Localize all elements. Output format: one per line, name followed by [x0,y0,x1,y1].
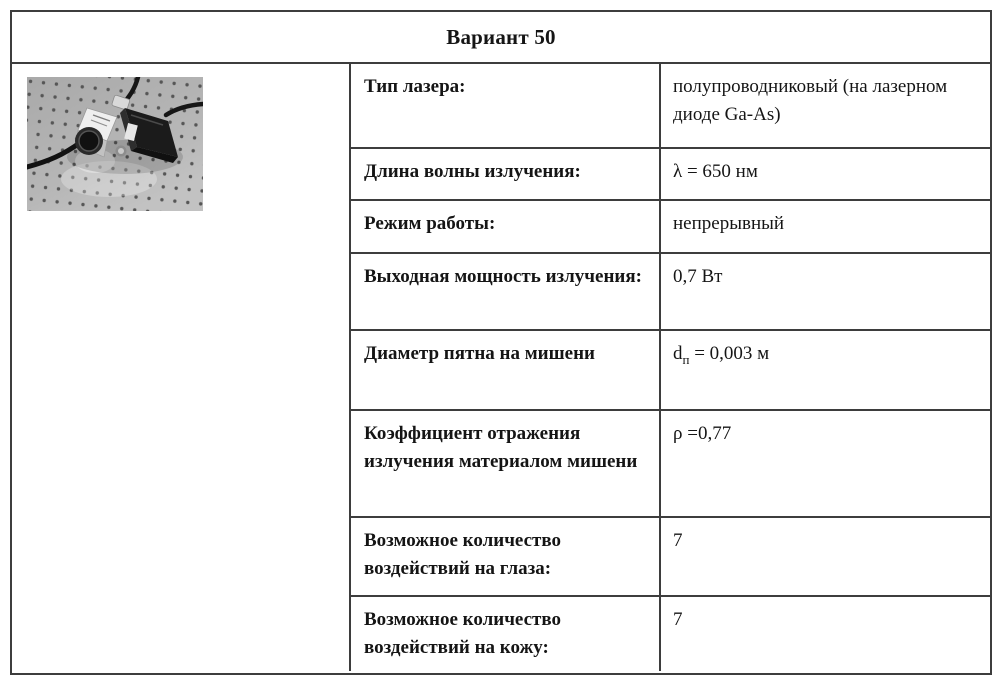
param-label-skin-exposures: Возможное количество воздействий на кожу: [349,595,659,671]
param-value-spot-diameter [659,329,990,409]
param-value-laser-type: полупроводниковый (на лазерном диоде Ga-As) [659,64,990,147]
param-label-laser-type: Тип лазера: [349,64,659,147]
spot-diameter-rest: = 0,003 м [689,343,770,364]
param-label-mode: Режим работы: [349,199,659,252]
param-value-skin-exposures: 7 [659,595,990,671]
param-label-eye-exposures: Возможное количество воздействий на глаза: [349,516,659,595]
photo-cell [12,64,349,671]
spec-table-body [12,64,990,671]
laser-setup-photo [27,77,203,211]
param-label-output-power: Выходная мощность излучения: [349,252,659,329]
param-label-reflection-coefficient: Коэффициент отражения излучения материалом мишени [349,409,659,516]
variant-spec-table [10,10,992,675]
param-value-mode: непрерывный [659,199,990,252]
variant-title: Вариант 50 [12,12,990,64]
param-value-reflection-coefficient: ρ =0,77 [659,409,990,516]
param-value-output-power: 0,7 Вт [659,252,990,329]
spot-diameter-subscript: п [682,351,690,367]
param-value-eye-exposures: 7 [659,516,990,595]
param-label-wavelength: Длина волны излучения: [349,147,659,199]
param-label-spot-diameter: Диаметр пятна на мишени [349,329,659,409]
spot-diameter-symbol: d [673,343,683,364]
param-value-wavelength: λ = 650 нм [659,147,990,199]
